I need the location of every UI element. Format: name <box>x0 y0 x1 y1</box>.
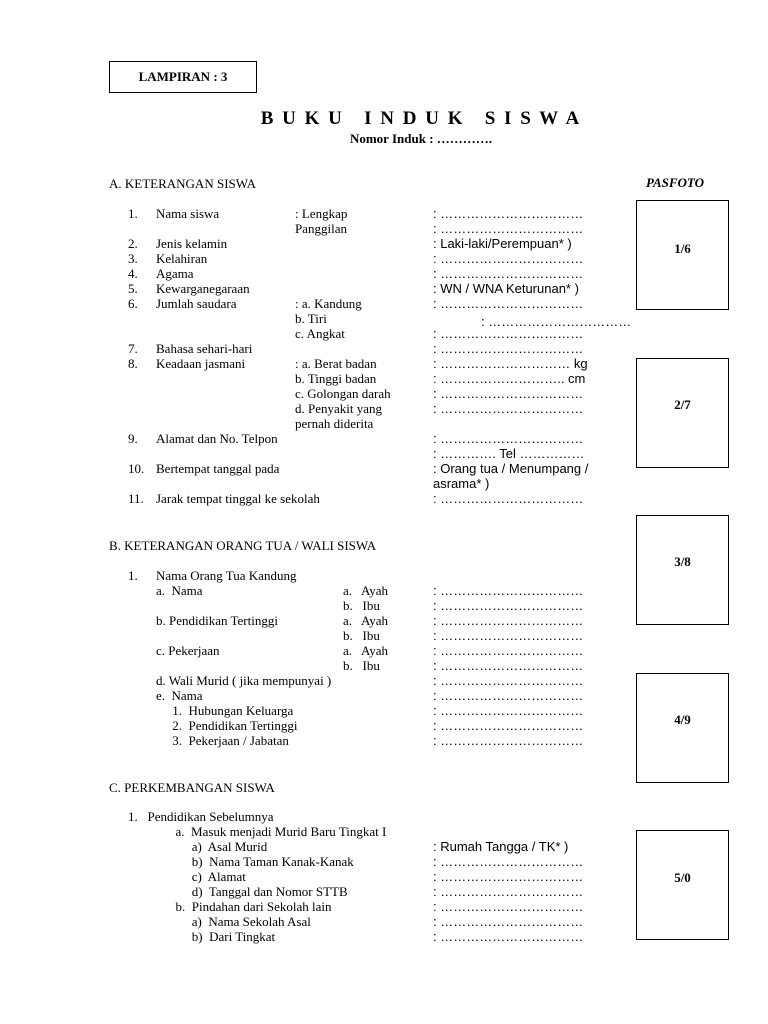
row-value: : ……………………….. cm <box>433 371 586 386</box>
row-sublabel: a. Ayah <box>343 583 389 598</box>
row-number: 1. <box>128 206 138 221</box>
row-label: Keadaan jasmani <box>156 356 246 371</box>
row-value: : …………………………… <box>433 884 584 899</box>
row-label: 2. Pendidikan Tertinggi <box>156 718 298 733</box>
row-number: 7. <box>128 341 138 356</box>
row-sublabel: d. Penyakit yang <box>295 401 383 416</box>
row-label: c. Pekerjaan <box>156 643 220 658</box>
row-number: 11. <box>128 491 144 506</box>
row-value: : …………………………… <box>433 401 584 416</box>
row-value: : …………………………… <box>433 266 584 281</box>
row-value: : ………………………… kg <box>433 356 588 371</box>
row-sublabel: b. Ibu <box>343 658 380 673</box>
row-label: Nama Orang Tua Kandung <box>156 568 297 583</box>
row-value: : Orang tua / Menumpang / <box>433 461 589 476</box>
row-value: : …………………………… <box>433 929 584 944</box>
row-value: : Laki-laki/Perempuan* ) <box>433 236 572 251</box>
row-number: 2. <box>128 236 138 251</box>
row-label: 3. Pekerjaan / Jabatan <box>156 733 289 748</box>
photo-label: 3/8 <box>674 554 691 569</box>
row-number: 10. <box>128 461 145 476</box>
row-value: : …………………………… <box>433 613 584 628</box>
lampiran-label: LAMPIRAN : 3 <box>138 69 228 84</box>
row-value: : …………………………… <box>433 688 584 703</box>
row-number: 6. <box>128 296 138 311</box>
row-value: : …………………………… <box>433 733 584 748</box>
row-value: : …………………………… <box>433 206 584 221</box>
row-value: : …………………………… <box>433 869 584 884</box>
row-sublabel: pernah diderita <box>295 416 374 431</box>
row-label: a. Nama <box>156 583 203 598</box>
row-label: Kewarganegaraan <box>156 281 250 296</box>
row-number: 1. <box>128 568 138 583</box>
section-c-heading: C. PERKEMBANGAN SISWA <box>109 780 275 795</box>
row-label: 1. Pendidikan Sebelumnya <box>128 809 274 824</box>
photo-box-5 <box>636 830 729 940</box>
row-value: : …………………………… <box>433 296 584 311</box>
row-value: : …………………………… <box>433 718 584 733</box>
row-number: 3. <box>128 251 138 266</box>
row-value: : …………………………… <box>433 854 584 869</box>
row-sublabel: a. Ayah <box>343 643 389 658</box>
row-label: Kelahiran <box>156 251 208 266</box>
row-label: Alamat dan No. Telpon <box>156 431 278 446</box>
row-value: : …………………………… <box>433 703 584 718</box>
row-label: e. Nama <box>156 688 203 703</box>
section-b-heading: B. KETERANGAN ORANG TUA / WALI SISWA <box>109 538 377 553</box>
row-number: 8. <box>128 356 138 371</box>
photo-box-2 <box>636 358 729 468</box>
photo-label: 4/9 <box>674 712 691 727</box>
photo-box-1 <box>636 200 729 310</box>
tiri-value: : …………………………… <box>481 314 632 329</box>
row-number: 9. <box>128 431 138 446</box>
photo-box-3 <box>636 515 729 625</box>
row-value: : …………………………… <box>433 583 584 598</box>
row-label: b) Nama Taman Kanak-Kanak <box>156 854 354 869</box>
row-value: : …………………………… <box>433 251 584 266</box>
row-value: : …………. Tel …………… <box>433 446 585 461</box>
row-sublabel: Panggilan <box>295 221 347 236</box>
row-label: b. Pendidikan Tertinggi <box>156 613 278 628</box>
row-value: : …………………………… <box>433 914 584 929</box>
row-value: : …………………………… <box>433 643 584 658</box>
row-number: 4. <box>128 266 138 281</box>
row-label: Bahasa sehari-hari <box>156 341 253 356</box>
photo-label: 5/0 <box>674 870 691 885</box>
row-sublabel: c. Angkat <box>295 326 345 341</box>
lampiran-box <box>109 61 257 93</box>
row-label: c) Alamat <box>156 869 246 884</box>
row-label: b. Pindahan dari Sekolah lain <box>156 899 332 914</box>
row-label: d. Wali Murid ( jika mempunyai ) <box>156 673 332 688</box>
row-sublabel: a. Ayah <box>343 613 389 628</box>
row-sublabel: b. Ibu <box>343 598 380 613</box>
pasfoto-label: PASFOTO <box>646 175 705 190</box>
row-value: : WN / WNA Keturunan* ) <box>433 281 579 296</box>
row-label: Jumlah saudara <box>156 296 237 311</box>
row-value: : …………………………… <box>433 341 584 356</box>
row-label: b) Dari Tingkat <box>156 929 276 944</box>
row-value: : …………………………… <box>433 899 584 914</box>
row-value: : …………………………… <box>433 673 584 688</box>
row-label: Jarak tempat tinggal ke sekolah <box>156 491 320 506</box>
row-label: Agama <box>156 266 194 281</box>
row-sublabel: : a. Berat badan <box>295 356 377 371</box>
row-value: : …………………………… <box>433 431 584 446</box>
row-value: : …………………………… <box>433 628 584 643</box>
row-value: : …………………………… <box>433 491 584 506</box>
row-label: a) Asal Murid <box>156 839 268 854</box>
row-label: d) Tanggal dan Nomor STTB <box>156 884 348 899</box>
row-number: 5. <box>128 281 138 296</box>
row-sublabel: b. Ibu <box>343 628 380 643</box>
row-sublabel: : Lengkap <box>295 206 348 221</box>
row-label: 1. Hubungan Keluarga <box>156 703 294 718</box>
section-a-heading: A. KETERANGAN SISWA <box>109 176 256 191</box>
nomor-induk: Nomor Induk : …………. <box>349 131 493 146</box>
row-label: Jenis kelamin <box>156 236 228 251</box>
page-title: B U K U I N D U K S I S W A <box>260 108 582 129</box>
row-value: : …………………………… <box>433 386 584 401</box>
row-label: a) Nama Sekolah Asal <box>156 914 311 929</box>
row-label: a. Masuk menjadi Murid Baru Tingkat I <box>156 824 387 839</box>
row-value: asrama* ) <box>433 476 490 491</box>
photo-box-4 <box>636 673 729 783</box>
row-sublabel: : a. Kandung <box>295 296 362 311</box>
row-value: : …………………………… <box>433 658 584 673</box>
photo-label: 2/7 <box>674 397 691 412</box>
row-label: Nama siswa <box>156 206 220 221</box>
row-sublabel: c. Golongan darah <box>295 386 391 401</box>
row-value: : Rumah Tangga / TK* ) <box>433 839 569 854</box>
row-value: : …………………………… <box>433 598 584 613</box>
photo-label: 1/6 <box>674 241 691 256</box>
row-value: : …………………………… <box>433 221 584 236</box>
row-sublabel: b. Tinggi badan <box>295 371 377 386</box>
row-label: Bertempat tanggal pada <box>156 461 280 476</box>
row-sublabel: b. Tiri <box>295 311 327 326</box>
row-value: : …………………………… <box>433 326 584 341</box>
